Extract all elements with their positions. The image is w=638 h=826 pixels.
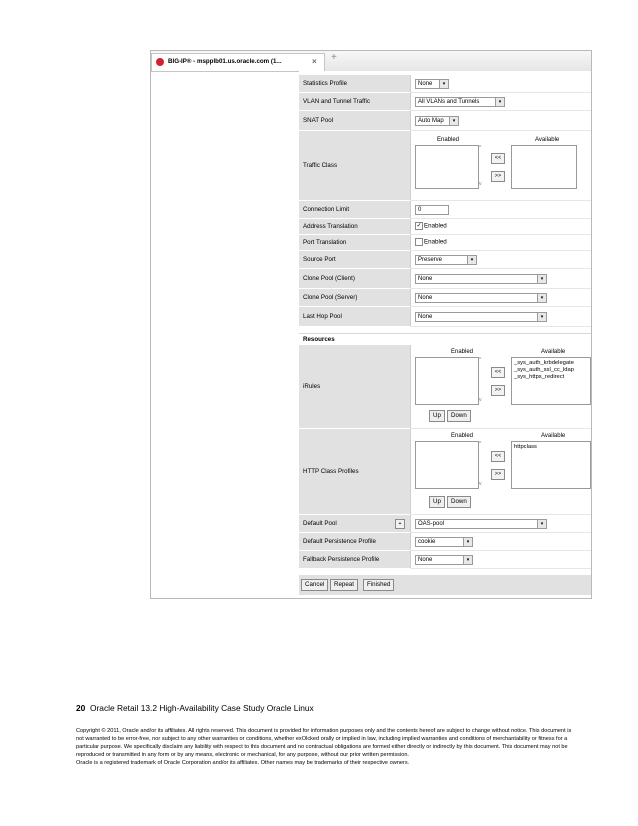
checkbox-label: Enabled	[424, 238, 447, 246]
new-tab-icon[interactable]: +	[331, 52, 337, 63]
select-value: None	[418, 295, 433, 301]
chevron-down-icon: ▾	[449, 117, 458, 125]
field-label: Address Translation	[299, 219, 411, 235]
virtual-server-form	[299, 71, 592, 599]
row-snat-pool	[299, 111, 591, 131]
down-button[interactable]: Down	[447, 496, 471, 508]
default-persistence-select[interactable]	[415, 537, 473, 547]
cancel-button[interactable]: Cancel	[301, 579, 328, 591]
screenshot-window	[150, 50, 592, 599]
close-icon[interactable]: ×	[312, 57, 317, 66]
default-pool-select[interactable]	[415, 519, 547, 529]
enabled-list[interactable]	[415, 145, 482, 189]
scroll-up-icon[interactable]: ^	[479, 441, 482, 447]
fallback-persistence-select[interactable]	[415, 555, 473, 565]
http-class-enabled-list[interactable]	[415, 441, 482, 489]
row-address-translation	[299, 219, 591, 235]
repeat-button[interactable]: Repeat	[330, 579, 358, 591]
move-left-button[interactable]: <<	[491, 153, 505, 164]
row-source-port	[299, 251, 591, 269]
resources-header: Resources	[299, 333, 591, 345]
field-label: Clone Pool (Client)	[299, 269, 411, 289]
snat-pool-select[interactable]	[415, 116, 459, 126]
scroll-up-icon[interactable]: ^	[479, 357, 482, 363]
field-label: Default Pool	[299, 515, 411, 533]
row-default-pool	[299, 515, 591, 533]
page-number: 20	[76, 703, 86, 713]
connection-limit-input[interactable]: 0	[415, 205, 449, 215]
enabled-header: Enabled	[451, 349, 474, 355]
field-label: SNAT Pool	[299, 111, 411, 131]
select-value: cookie	[418, 539, 436, 545]
row-irules	[299, 345, 591, 429]
trademark-paragraph: Oracle is a registered trademark of Oracle Corporation and/or its affiliates. Other names may be trademarks of their respective owners.	[76, 760, 410, 766]
field-label: Statistics Profile	[299, 75, 411, 93]
copyright-paragraph: Copyright © 2011, Oracle and/or its affiliates. All rights reserved. This document is provided for information purposes only and the contents hereof are subject to change without notice. This document is not warranted to be error-free, nor subject to any other warranties or conditions, whether exOlcked orally or implied in law, including implied warranties and conditions of merchantability or fitness for a particular purpose. We specifically disclaim any liability with respect to this document and no contractual obligations are formed either directly or indirectly by this document. This document may not be reproduced or transmitted in any form or by any means, electronic or mechanical, for any purpose, without our prior written permission.	[76, 728, 572, 758]
select-value: None	[418, 276, 433, 282]
checkbox-label: Enabled	[424, 222, 447, 230]
row-connection-limit	[299, 201, 591, 219]
tab-title: BIG-IP® - mspplb01.us.oracle.com (1...	[168, 58, 282, 65]
row-statistics-profile	[299, 75, 591, 93]
source-port-select[interactable]	[415, 255, 477, 265]
field-label: Connection Limit	[299, 201, 411, 219]
f5-logo-icon	[156, 58, 164, 66]
field-label: Port Translation	[299, 235, 411, 251]
move-left-button[interactable]: <<	[491, 367, 505, 378]
row-clone-pool-client	[299, 269, 591, 289]
select-value: OAS-pool	[418, 521, 445, 527]
scroll-up-icon[interactable]: ^	[479, 145, 482, 151]
vlan-select[interactable]	[415, 97, 505, 107]
field-label: VLAN and Tunnel Traffic	[299, 93, 411, 111]
page-footer-title	[76, 703, 314, 713]
select-value: All VLANs and Tunnels	[418, 99, 480, 105]
select-value: None	[418, 557, 433, 563]
list-item[interactable]: httpclass	[514, 444, 537, 450]
list-item[interactable]: _sys_auth_krbdelegate	[514, 360, 574, 366]
port-translation-checkbox[interactable]	[415, 238, 447, 246]
checkbox-box	[415, 238, 423, 246]
field-label: Fallback Persistence Profile	[299, 551, 411, 569]
field-label: Clone Pool (Server)	[299, 289, 411, 307]
chevron-down-icon: ▾	[537, 275, 546, 283]
up-button[interactable]: Up	[429, 496, 445, 508]
scroll-down-icon[interactable]: v	[479, 481, 482, 487]
enabled-header: Enabled	[451, 433, 474, 439]
select-value: Auto Map	[418, 118, 444, 124]
irules-enabled-list[interactable]	[415, 357, 482, 405]
select-value: None	[418, 314, 433, 320]
address-translation-checkbox[interactable]	[415, 222, 447, 230]
field-label: Source Port	[299, 251, 411, 269]
copyright-notice	[76, 727, 576, 767]
field-label: Traffic Class	[299, 131, 411, 201]
list-item[interactable]: _sys_auth_ssl_cc_ldap	[514, 367, 574, 373]
field-label: iRules	[299, 345, 411, 429]
form-footer	[299, 575, 591, 595]
clone-pool-server-select[interactable]	[415, 293, 547, 303]
scroll-down-icon[interactable]: v	[479, 397, 482, 403]
field-label: Last Hop Pool	[299, 307, 411, 327]
enabled-header: Enabled	[437, 137, 460, 143]
field-label: Default Persistence Profile	[299, 533, 411, 551]
up-button[interactable]: Up	[429, 410, 445, 422]
http-class-available-list[interactable]	[511, 441, 591, 489]
clone-pool-client-select[interactable]	[415, 274, 547, 284]
row-fallback-persistence	[299, 551, 591, 569]
last-hop-pool-select[interactable]	[415, 312, 547, 322]
add-pool-button[interactable]: +	[395, 519, 405, 529]
row-vlan	[299, 93, 591, 111]
row-clone-pool-server	[299, 289, 591, 307]
move-right-button[interactable]: >>	[491, 171, 505, 182]
row-http-class-profiles	[299, 429, 591, 515]
list-item[interactable]: _sys_https_redirect	[514, 374, 565, 380]
chevron-down-icon: ▾	[463, 538, 472, 546]
chevron-down-icon: ▾	[467, 256, 476, 264]
chevron-down-icon: ▾	[537, 520, 546, 528]
field-label: HTTP Class Profiles	[299, 429, 411, 515]
available-header: Available	[541, 349, 566, 355]
browser-tab-bar	[151, 51, 591, 72]
row-port-translation	[299, 235, 591, 251]
row-last-hop-pool	[299, 307, 591, 327]
document-title: Oracle Retail 13.2 High-Availability Case Study Oracle Linux	[89, 703, 314, 713]
check-icon: ✓	[416, 223, 422, 229]
down-button[interactable]: Down	[447, 410, 471, 422]
select-value: None	[418, 81, 433, 87]
chevron-down-icon: ▾	[463, 556, 472, 564]
chevron-down-icon: ▾	[495, 98, 504, 106]
move-right-button[interactable]: >>	[491, 469, 505, 480]
available-header: Available	[541, 433, 566, 439]
scroll-down-icon[interactable]: v	[479, 181, 482, 187]
row-default-persistence	[299, 533, 591, 551]
chevron-down-icon: ▾	[537, 313, 546, 321]
move-left-button[interactable]: <<	[491, 451, 505, 462]
row-traffic-class	[299, 131, 591, 201]
browser-tab[interactable]	[151, 53, 325, 71]
available-header: Available	[535, 137, 560, 143]
chevron-down-icon: ▾	[439, 80, 448, 88]
available-list[interactable]	[511, 145, 577, 189]
irules-available-list[interactable]	[511, 357, 591, 405]
select-value: Preserve	[418, 257, 443, 263]
chevron-down-icon: ▾	[537, 294, 546, 302]
statistics-profile-select[interactable]	[415, 79, 449, 89]
move-right-button[interactable]: >>	[491, 385, 505, 396]
finished-button[interactable]: Finished	[363, 579, 394, 591]
